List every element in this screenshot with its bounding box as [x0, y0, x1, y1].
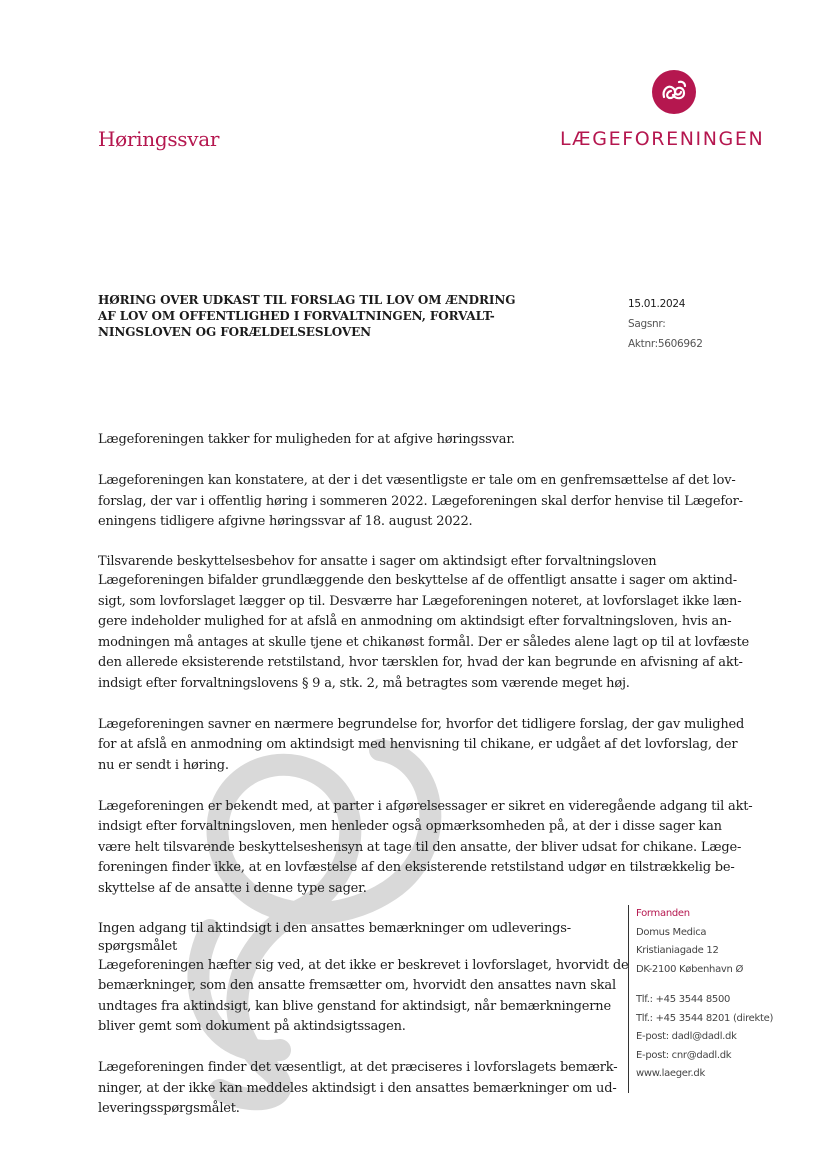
paragraph-parties [98, 797, 753, 900]
laegeforeningen-logo-icon [652, 70, 696, 114]
text-line: Lægeforeningen finder det væsentligt, at det præciseres i lovforslagets bemærk- [98, 1060, 618, 1075]
text-line: Lægeforeningen kan konstatere, at der i det væsentligste er tale om en genfremsættelse af det lov- [98, 473, 736, 488]
text-line: bemærkninger, som den ansatte fremsætter om, hvorvidt den ansattes navn skal [98, 978, 616, 993]
act-number: Aktnr:5606962 [628, 338, 703, 350]
sidebar-title: Formanden [636, 908, 690, 919]
text-line: Lægeforeningen hæfter sig ved, at det ikke er beskrevet i lovforslaget, hvorvidt de [98, 957, 629, 973]
text-line: indsigt efter forvaltningslovens § 9 a, stk. 2, må betragtes som værende meget høj. [98, 675, 630, 691]
contact-sidebar [628, 905, 786, 1093]
email-general: E-post: dadl@dadl.dk [636, 1031, 737, 1042]
text-line: for at afslå en anmodning om aktindsigt med henvisning til chikane, er udgået af det lovforslag, der [98, 737, 738, 752]
case-number: Sagsnr: [628, 318, 666, 330]
text-line: den allerede eksisterende retstilstand, hvor tærsklen for, hvad der kan begrunde en afvisning af akt- [98, 655, 743, 670]
brand-wordmark: LÆGEFORENINGEN [560, 128, 765, 150]
text-line: skyttelse af de ansatte i denne type sager. [98, 880, 367, 896]
phone-number: Tlf.: +45 3544 8500 [636, 994, 731, 1005]
text-line: Lægeforeningen bifalder grundlæggende den beskyttelse af de offentligt ansatte i sager om aktind- [98, 573, 737, 588]
email-contact: E-post: cnr@dadl.dk [636, 1049, 732, 1061]
document-title [98, 292, 538, 340]
paragraph-justification [98, 715, 745, 777]
phone-direct: Tlf.: +45 3544 8201 (direkte) [636, 1012, 774, 1024]
heading-line: spørgsmålet [98, 938, 177, 954]
document-date: 15.01.2024 [628, 298, 686, 310]
document-type: Høringssvar [98, 127, 220, 151]
text-line: undtages fra aktindsigt, kan blive genstand for aktindsigt, når bemærkningerne [98, 998, 611, 1014]
paragraph-previous-hearing [98, 471, 743, 533]
text-line: eningens tidligere afgivne høringssvar af 18. august 2022. [98, 514, 473, 529]
text-line: gere indeholder mulighed for at afslå en anmodning om aktindsigt efter forvaltningsloven, hvis an- [98, 614, 732, 629]
text-line: Lægeforeningen er bekendt med, at parter i afgørelsessager er sikret en videregående adgang til akt- [98, 798, 753, 814]
title-line: HØRING OVER UDKAST TIL FORSLAG TIL LOV OM ÆNDRING [98, 293, 516, 307]
paragraph-protection [98, 571, 749, 694]
text-line: Lægeforeningen savner en nærmere begrundelse for, hvorfor det tidligere forslag, der gav mulighed [98, 716, 745, 732]
text-line: sigt, som lovforslaget lægger op til. Desværre har Lægeforeningen noteret, at lovforslaget ikke læn- [98, 593, 742, 609]
text-line: bliver gemt som dokument på aktindsigtssagen. [98, 1019, 406, 1034]
paragraph-intro [98, 430, 728, 451]
document-meta [628, 294, 748, 354]
text-line: modningen må antages at skulle tjene et chikanøst formål. Der er således alene lagt op til at lovfæste [98, 634, 749, 650]
text-line: foreningen finder ikke, at en lovfæstelse af den eksisterende retstilstand udgør en tilstrækkelig be- [98, 860, 735, 875]
text-line: nu er sendt i høring. [98, 757, 229, 773]
text-line: forslag, der var i offentlig høring i sommeren 2022. Lægeforeningen skal derfor henvise til Lægefor- [98, 493, 743, 509]
text-line: Lægeforeningen takker for muligheden for at afgive høringssvar. [98, 432, 515, 447]
text-line: være helt tilsvarende beskyttelseshensyn at tage til den ansatte, der bliver udsat for chikane. Læge- [98, 839, 742, 855]
heading-line: Tilsvarende beskyttelsesbehov for ansatte i sager om aktindsigt efter forvaltningsloven [98, 554, 657, 569]
title-line: AF LOV OM OFFENTLIGHED I FORVALTNINGEN, FORVALT- [98, 309, 495, 323]
street-address: Kristianiagade 12 [636, 945, 719, 956]
text-line: ninger, at der ikke kan meddeles aktindsigt i den ansattes bemærkninger om ud- [98, 1080, 617, 1096]
section-heading [98, 553, 728, 571]
text-line: leveringsspørgsmålet. [98, 1101, 240, 1116]
city-address: DK-2100 København Ø [636, 963, 744, 975]
title-line: NINGSLOVEN OG FORÆLDELSESLOVEN [98, 325, 371, 339]
website-link[interactable]: www.laeger.dk [636, 1068, 705, 1079]
text-line: indsigt efter forvaltningsloven, men henleder også opmærksomheden på, at der i disse sager kan [98, 819, 722, 834]
heading-line: Ingen adgang til aktindsigt i den ansattes bemærkninger om udleverings- [98, 920, 571, 936]
organization-name: Domus Medica [636, 926, 707, 938]
